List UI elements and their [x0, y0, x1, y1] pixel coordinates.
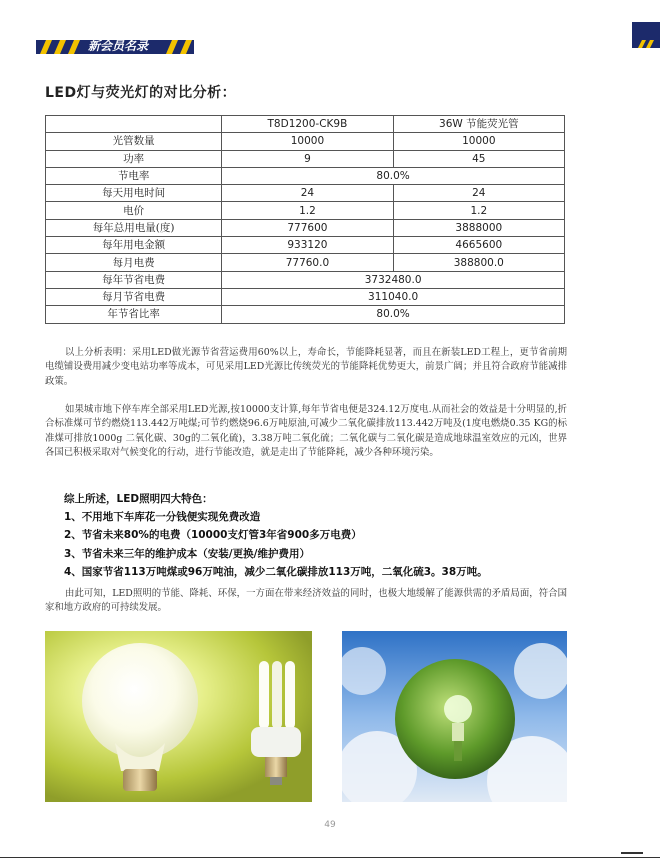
led-value-cell: 1.2 [222, 202, 393, 219]
table-row [46, 185, 565, 202]
table-row [46, 237, 565, 254]
table-row [46, 167, 565, 184]
page-title: LED灯与荧光灯的对比分析： [45, 85, 237, 101]
table-row [46, 271, 565, 288]
led-value-cell: 933120 [222, 237, 393, 254]
fluorescent-value-cell: 24 [393, 185, 564, 202]
fluorescent-value-cell: 4665600 [393, 237, 564, 254]
row-label: 每年节省电费 [46, 271, 222, 288]
bulb-and-cfl-photo [45, 631, 312, 802]
summary-item: 3、节省未来三年的维护成本（安装/更换/维护费用） [64, 547, 310, 560]
merged-value-cell: 3732480.0 [222, 271, 565, 288]
paragraph-city-parking: 如果城市地下停车库全部采用LED光源,按10000支计算,每年节省电便是324.12万度电.从而社会的效益是十分明显的,折合标准煤可节约燃烧113.442万吨煤;可节约燃烧96.6万吨原油,可减少二氧化碳排放113.442万吨及(1度电燃烧0.35 KG的标准煤可排放1000g 二氧化碳、30g的二氧化硫)，3.38万吨二氧化硫；二氧化碳与二氧化碳是造成地球温室效应的元凶，世界各国已积极采取对气候变化的行动，进行节能改造，就是走出了节能降耗，减少各种环境污染。 [45, 404, 567, 458]
table-row [46, 150, 565, 167]
paragraph-conclusion: 由此可知，LED照明的节能、降耗、环保，一方面在带来经济效益的同时，也极大地缓解了能源供需的矛盾局面，符合国家和地方政府的可持续发展。 [45, 588, 567, 614]
table-row [46, 288, 565, 305]
corner-tab-icon [632, 22, 660, 48]
row-label: 每月节省电费 [46, 288, 222, 305]
led-value-cell: 10000 [222, 133, 393, 150]
row-label: 每年用电金额 [46, 237, 222, 254]
table-row [46, 219, 565, 236]
row-label: 节电率 [46, 167, 222, 184]
summary-item: 4、国家节省113万吨煤或96万吨油，减少二氧化碳排放113万吨，二氧化硫3。38万吨。 [64, 565, 488, 578]
fluorescent-value-cell: 3888000 [393, 219, 564, 236]
led-value-cell: 9 [222, 150, 393, 167]
row-label: 每年总用电量(度) [46, 219, 222, 236]
comparison-table [45, 115, 565, 324]
led-value-cell: 77760.0 [222, 254, 393, 271]
footer-rule [0, 857, 660, 858]
fluorescent-value-cell: 388800.0 [393, 254, 564, 271]
merged-value-cell: 80.0% [222, 306, 565, 323]
table-row [46, 133, 565, 150]
summary-heading: 综上所述，LED照明四大特色： [64, 493, 213, 505]
table-header-cell: 36W 节能荧光管 [393, 116, 564, 133]
table-row [46, 254, 565, 271]
fluorescent-value-cell: 10000 [393, 133, 564, 150]
summary-item: 2、节省未来80%的电费（10000支灯管3年省900多万电费） [64, 529, 362, 542]
row-label: 每月电费 [46, 254, 222, 271]
table-row [46, 202, 565, 219]
row-label: 功率 [46, 150, 222, 167]
paragraph-analysis: 以上分析表明：采用LED做光源节省营运费用60%以上，寿命长，节能降耗显著，而且在新装LED工程上，更节省前期电缆铺设费用减少变电站功率等成本，可见采用LED光源比传统荧光的节能降耗优势更大，前景广阔；并且符合政府节能减排政策。 [45, 347, 567, 387]
table-row [46, 306, 565, 323]
footer-mark [621, 852, 643, 854]
table-header-cell: T8D1200-CK9B [222, 116, 393, 133]
header-section-label: 新会员名录 [88, 39, 149, 53]
merged-value-cell: 80.0% [222, 167, 565, 184]
table-header-row [46, 116, 565, 133]
table-header-cell [46, 116, 222, 133]
row-label: 年节省比率 [46, 306, 222, 323]
row-label: 电价 [46, 202, 222, 219]
row-label: 每天用电时间 [46, 185, 222, 202]
fluorescent-value-cell: 45 [393, 150, 564, 167]
row-label: 光管数量 [46, 133, 222, 150]
summary-item: 1、不用地下车库花一分钱便实现免费改造 [64, 511, 261, 524]
fluorescent-value-cell: 1.2 [393, 202, 564, 219]
green-globe-bulb-photo [342, 631, 567, 802]
page-number: 49 [324, 820, 336, 830]
merged-value-cell: 311040.0 [222, 288, 565, 305]
led-value-cell: 777600 [222, 219, 393, 236]
summary-block [64, 490, 488, 581]
led-value-cell: 24 [222, 185, 393, 202]
